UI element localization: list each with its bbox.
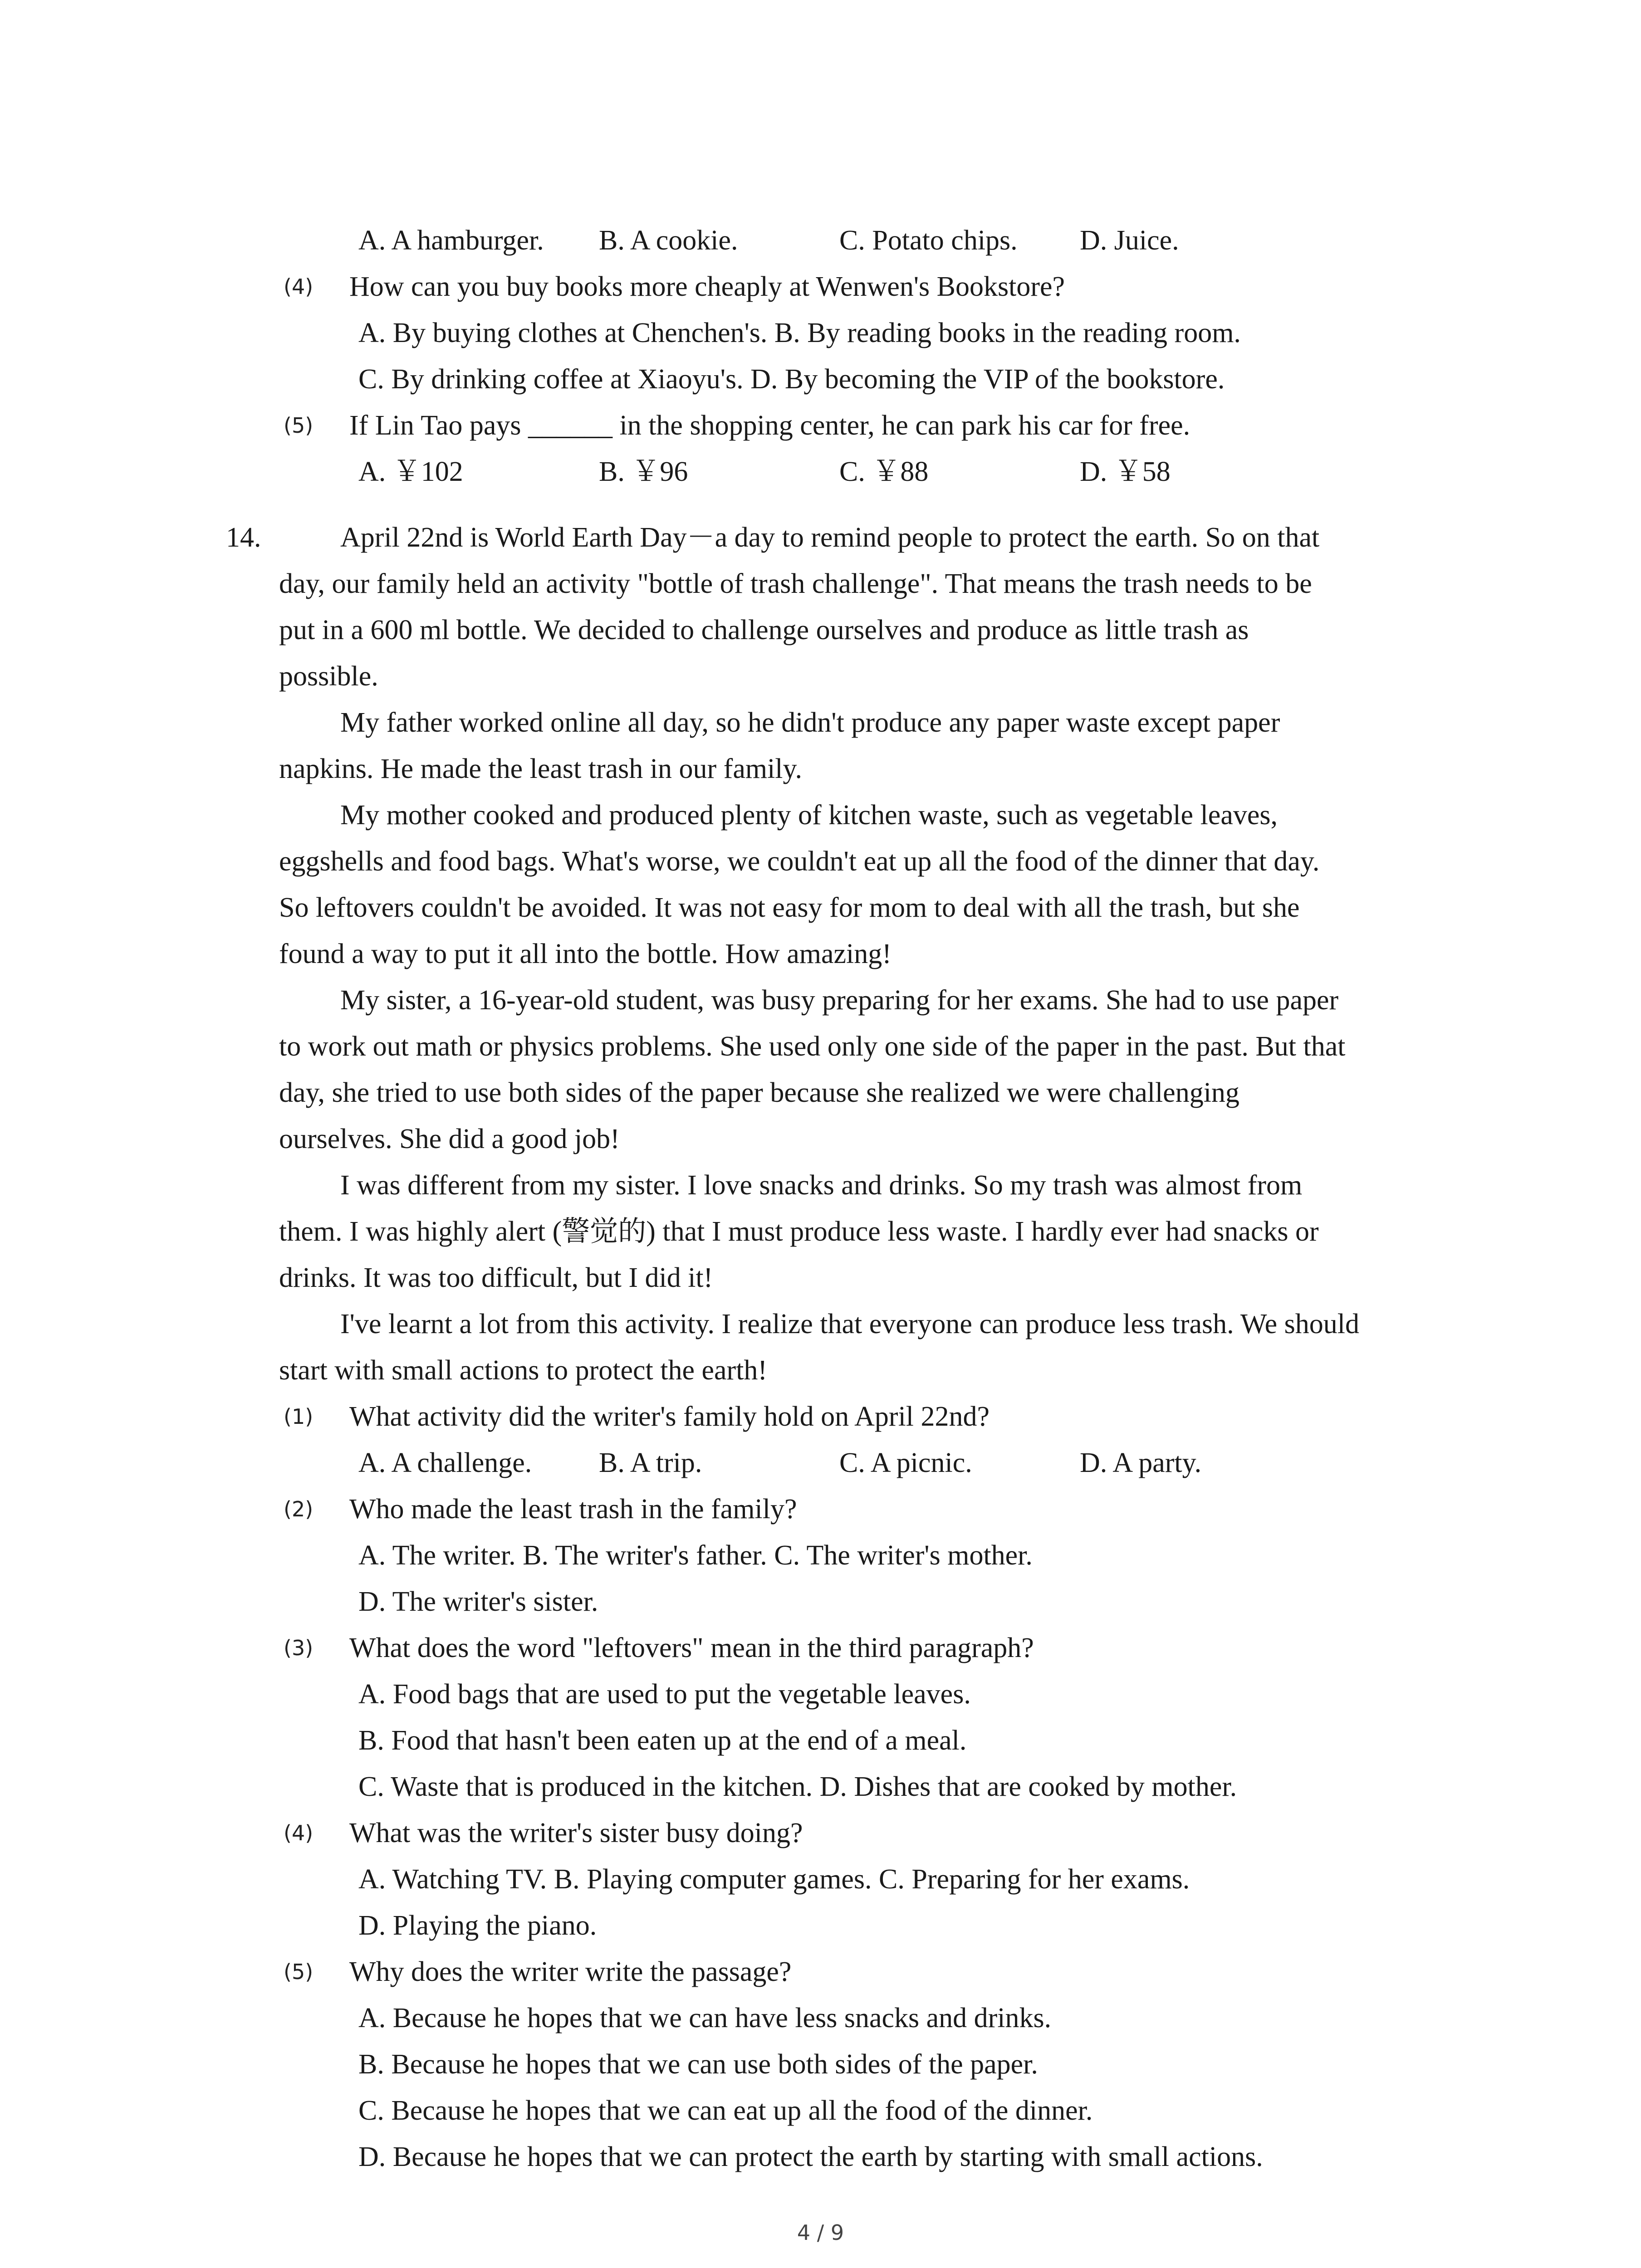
passage-line: My mother cooked and produced plenty of kitchen waste, such as vegetable leaves,	[340, 800, 1278, 831]
question-text: Why does the writer write the passage?	[349, 1956, 792, 1987]
options-line: D. The writer's sister.	[358, 1586, 598, 1617]
prev-q4-number: (4)	[284, 274, 314, 299]
passage-line: My father worked online all day, so he didn't produce any paper waste except paper	[340, 707, 1280, 738]
passage-line: eggshells and food bags. What's worse, we couldn't eat up all the food of the dinner that day.	[279, 846, 1320, 877]
prev-q3-option-d: D. Juice.	[1080, 225, 1179, 256]
options-line: A. Food bags that are used to put the vegetable leaves.	[358, 1679, 971, 1710]
prev-q5-text: If Lin Tao pays ______ in the shopping center, he can park his car for free.	[349, 410, 1190, 441]
question-number: (5)	[284, 1960, 314, 1984]
prev-q5-option-d: D. ￥58	[1080, 456, 1171, 487]
option-b: B. A trip.	[599, 1447, 702, 1478]
prev-q5-option-a: A. ￥102	[358, 456, 463, 487]
passage-line: napkins. He made the least trash in our family.	[279, 753, 802, 784]
passage-line: them. I was highly alert (警觉的) that I must produce less waste. I hardly ever had snacks or	[279, 1216, 1319, 1247]
option-c: C. A picnic.	[839, 1447, 972, 1478]
question-text: Who made the least trash in the family?	[349, 1494, 797, 1525]
question-number: (2)	[284, 1497, 314, 1521]
passage-line: ourselves. She did a good job!	[279, 1124, 620, 1154]
question-14-number: 14.	[226, 522, 261, 553]
option-d: D. A party.	[1080, 1447, 1202, 1478]
passage-line: I've learnt a lot from this activity. I realize that everyone can produce less trash. We should	[340, 1309, 1359, 1339]
passage-line: to work out math or physics problems. She used only one side of the paper in the past. But that	[279, 1031, 1346, 1062]
passage-line: day, our family held an activity "bottle of trash challenge". That means the trash needs to be	[279, 568, 1312, 599]
prev-q5-number: (5)	[284, 413, 314, 438]
passage-line: I was different from my sister. I love snacks and drinks. So my trash was almost from	[340, 1170, 1303, 1201]
prev-q5-option-c: C. ￥88	[839, 456, 929, 487]
question-text: What was the writer's sister busy doing?	[349, 1818, 803, 1848]
question-number: (3)	[284, 1636, 314, 1660]
options-line: D. Because he hopes that we can protect the earth by starting with small actions.	[358, 2141, 1263, 2172]
prev-q4-options-line1: A. By buying clothes at Chenchen's. B. By reading books in the reading room.	[358, 318, 1241, 348]
options-line: C. Waste that is produced in the kitchen. D. Dishes that are cooked by mother.	[358, 1771, 1237, 1802]
prev-q5-option-b: B. ￥96	[599, 456, 688, 487]
options-line: B. Food that hasn't been eaten up at the end of a meal.	[358, 1725, 967, 1756]
options-line: A. The writer. B. The writer's father. C. The writer's mother.	[358, 1540, 1033, 1571]
passage-line: drinks. It was too difficult, but I did it!	[279, 1262, 713, 1293]
passage-line: put in a 600 ml bottle. We decided to challenge ourselves and produce as little trash as	[279, 615, 1249, 645]
passage-line: April 22nd is World Earth Day－a day to remind people to protect the earth. So on that	[340, 522, 1320, 553]
question-number: (4)	[284, 1821, 314, 1845]
passage-line: possible.	[279, 661, 378, 692]
question-text: What does the word "leftovers" mean in the third paragraph?	[349, 1633, 1034, 1663]
options-line: C. Because he hopes that we can eat up all the food of the dinner.	[358, 2095, 1093, 2126]
passage-line: My sister, a 16-year-old student, was busy preparing for her exams. She had to use paper	[340, 985, 1339, 1016]
options-line: B. Because he hopes that we can use both sides of the paper.	[358, 2049, 1038, 2080]
page-number: 4 / 9	[797, 2220, 844, 2245]
prev-q4-text: How can you buy books more cheaply at Wenwen's Bookstore?	[349, 271, 1065, 302]
prev-q3-option-c: C. Potato chips.	[839, 225, 1018, 256]
options-line: A. Watching TV. B. Playing computer games. C. Preparing for her exams.	[358, 1864, 1190, 1895]
passage-line: start with small actions to protect the earth!	[279, 1355, 768, 1386]
question-text: What activity did the writer's family hold on April 22nd?	[349, 1401, 990, 1432]
options-line: D. Playing the piano.	[358, 1910, 597, 1941]
question-number: (1)	[284, 1404, 314, 1429]
option-a: A. A challenge.	[358, 1447, 532, 1478]
prev-q3-option-a: A. A hamburger.	[358, 225, 544, 256]
prev-q4-options-line2: C. By drinking coffee at Xiaoyu's. D. By becoming the VIP of the bookstore.	[358, 364, 1225, 395]
passage-line: found a way to put it all into the bottle. How amazing!	[279, 938, 892, 969]
options-line: A. Because he hopes that we can have less snacks and drinks.	[358, 2003, 1052, 2033]
passage-line: So leftovers couldn't be avoided. It was not easy for mom to deal with all the trash, but she	[279, 892, 1300, 923]
passage-line: day, she tried to use both sides of the paper because she realized we were challenging	[279, 1077, 1239, 1108]
prev-q3-option-b: B. A cookie.	[599, 225, 738, 256]
